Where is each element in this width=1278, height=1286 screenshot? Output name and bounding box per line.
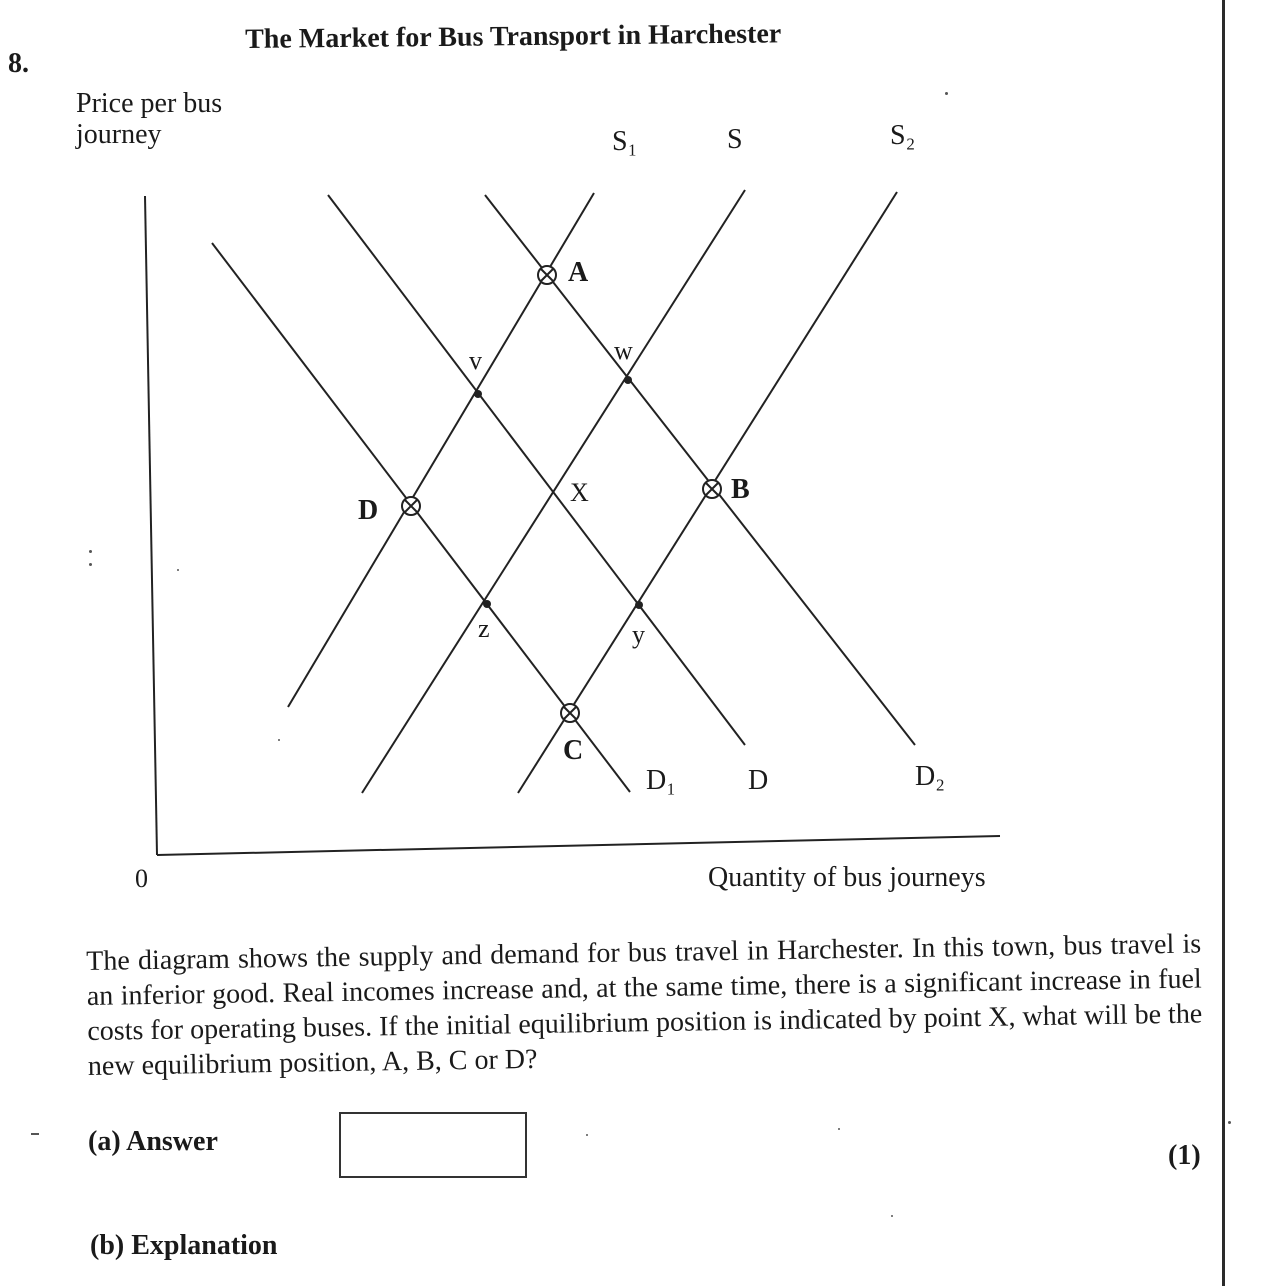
scan-speck [891,1215,893,1217]
part-b-label: (b) Explanation [90,1230,278,1261]
x-axis [157,836,1000,855]
point-label-z: z [478,614,490,643]
point-label-y: y [632,620,645,649]
curve-label-d2: D₂ [915,761,945,792]
curve-label-s2: S₂ [890,120,916,151]
y-axis [145,196,157,855]
x-axis-label: Quantity of bus journeys [708,862,986,893]
scan-speck [177,569,179,571]
part-a-label: (a) Answer [88,1126,218,1157]
intersection-dot-w [624,376,632,384]
demand-curve-d [328,195,745,745]
equilibrium-marker-b [703,480,721,498]
marks-label: (1) [1168,1140,1201,1171]
scan-speck [89,563,92,566]
point-label-w: w [614,336,633,365]
point-label-a: A [568,257,589,288]
question-number: 8. [8,48,29,79]
intersection-dot-z [483,600,491,608]
question-text: The diagram shows the supply and demand for bus travel in Harchester. In this town, bus travel is an inferior good. Real incomes increase and, at the same time, there is a significant increase in fuel costs for operating buses. If the initial equilibrium position is indicated by point X, what will be the new equilibrium position, A, B, C or D? [86,928,1203,1082]
intersection-dot-v [474,390,482,398]
point-label-v: v [469,346,482,375]
scan-speck [945,92,948,95]
curve-label-d: D [748,765,769,796]
curve-label-s1: S₁ [612,126,638,157]
y-axis-label: Price per bus journey [76,88,223,150]
curve-label-s: S [727,124,743,155]
equilibrium-marker-a [538,266,556,284]
scan-speck [1228,1121,1231,1124]
scan-speck [278,739,280,741]
point-label-x: X [570,478,589,507]
point-label-c: C [563,735,584,766]
answer-box[interactable] [339,1112,527,1178]
scan-speck [838,1128,840,1130]
origin-label: 0 [135,864,148,893]
equilibrium-marker-d [402,497,420,515]
point-label-b: B [731,474,750,505]
scan-speck [586,1134,588,1136]
scan-speck [31,1133,39,1135]
equilibrium-marker-c [561,704,579,722]
intersection-dot-y [635,601,643,609]
scan-speck [89,550,92,553]
curve-label-d1: D₁ [646,765,676,796]
diagram-title: The Market for Bus Transport in Harchester [245,18,782,55]
point-label-d: D [358,495,379,526]
